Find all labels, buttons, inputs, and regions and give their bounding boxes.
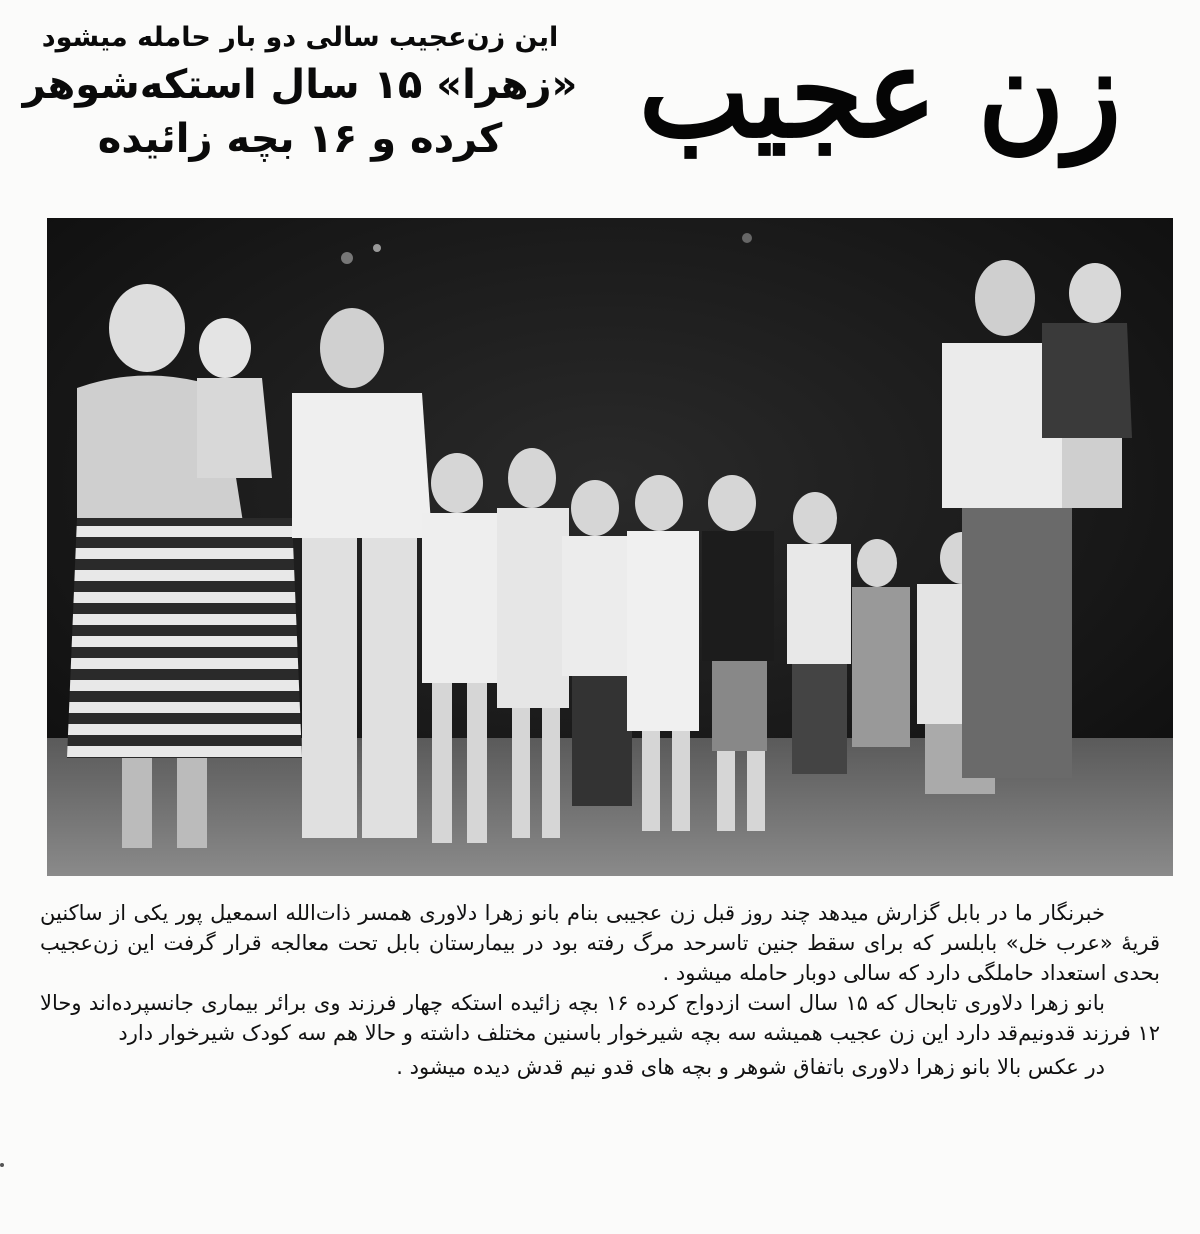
subhead-line-1: این زن‌عجیب سالی دو بار حامله میشود xyxy=(41,22,559,53)
family-photo-illustration xyxy=(47,218,1173,876)
print-speck xyxy=(0,1163,4,1167)
subhead-line-3: کرده و ۱۶ بچه زائیده xyxy=(97,116,503,162)
headline-subheads xyxy=(20,18,580,166)
headline-main: زن عجیب xyxy=(638,19,1122,166)
article-body xyxy=(40,898,1160,1082)
article-paragraph-2: بانو زهرا دلاوری تابحال که ۱۵ سال است ازدواج کرده ۱۶ بچه زائیده استکه چهار فرزند وی برائر بیماری جانسپرده‌اند وحالا ۱۲ فرزند قدونیم‌قد دارد این زن عجیب همیشه سه بچه شیرخوار باسنین مختلف داشته و حالا هم سه کودک شیرخوار دارد xyxy=(40,991,1160,1045)
article-paragraph-1: خبرنگار ما در بابل گزارش میدهد چند روز قبل زن عجیبی بنام بانو زهرا دلاوری همسر ذات‌الله اسمعیل پور یکی از ساکنین قریهٔ «عرب خل» بابلسر که برای سقط جنین تاسرحد مرگ رفته بود در بیمارستان بابل تحت معالجه قرار گرفت این زن‌عجیب بحدی استعداد حاملگی دارد که سالی دوبار حامله میشود . xyxy=(40,901,1160,985)
photo-caption: در عکس بالا بانو زهرا دلاوری باتفاق شوهر و بچه های قدو نیم قدش دیده میشود . xyxy=(396,1055,1105,1079)
subhead-line-2: «زهرا» ۱۵ سال استکه‌شوهر xyxy=(22,62,578,108)
family-photo xyxy=(47,218,1173,876)
